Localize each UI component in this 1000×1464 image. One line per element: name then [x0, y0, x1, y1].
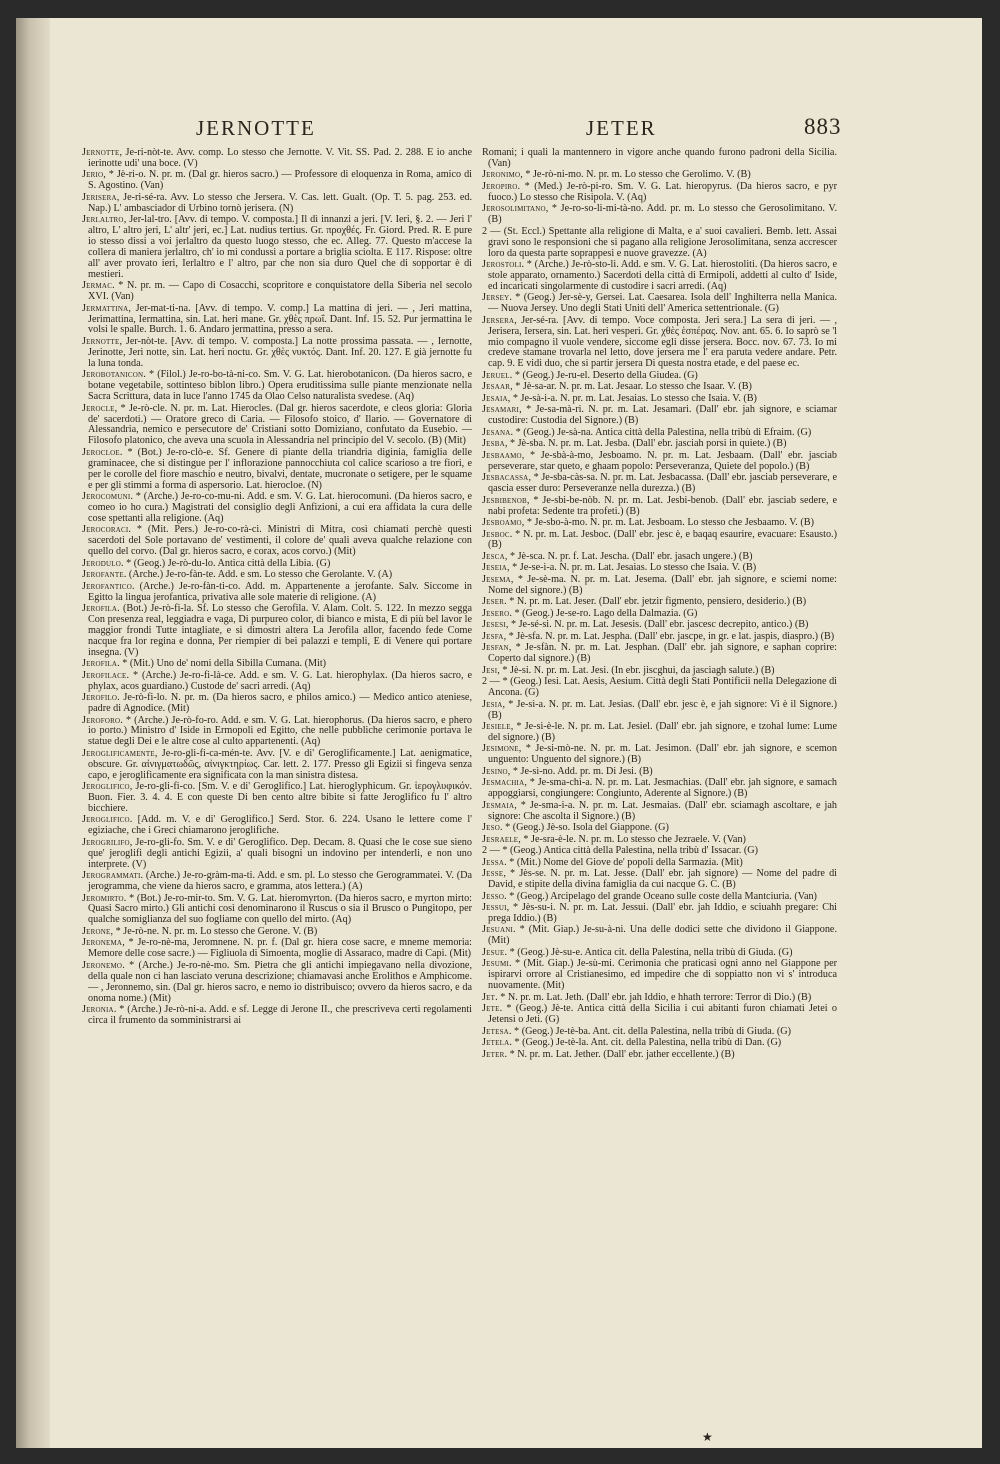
entry-headword: Jeso: [482, 822, 500, 834]
dictionary-entry: [82, 404, 472, 448]
entry-headword: Jerofante: [82, 569, 124, 581]
entry-headword: Jerodulo: [82, 557, 122, 569]
entry-text: . * (Mit. Giap.) Je-su-à-ni. Una delle dodici sette che dividono il Giappone. (Mit): [488, 924, 837, 947]
entry-text: . * (Mit.) Nome del Giove de' popoli della Sarmazia. (Mit): [504, 856, 743, 868]
entry-headword: Jeronema: [82, 937, 123, 949]
entry-text: . * (Geog.) Je-tè-la. Ant. cit. della Palestina, nella tribù di Dan. (G): [509, 1037, 782, 1049]
dictionary-entry: [82, 693, 472, 715]
entry-headword: Jerofilo: [82, 692, 118, 704]
left-column: [82, 148, 472, 1027]
dictionary-entry: [82, 927, 472, 938]
entry-headword: Jetela: [482, 1037, 510, 1049]
entry-headword: Jesbacassa: [482, 472, 529, 484]
entry-text: Romani; i quali la mantennero in vigore anche quando furono padroni della Sicilia. (Van): [482, 147, 837, 169]
entry-headword: Jesamari: [482, 404, 520, 416]
dictionary-entry: [482, 677, 837, 699]
entry-headword: Jernotte: [82, 147, 120, 158]
entry-headword: Jerofantico: [82, 580, 132, 592]
entry-headword: Jernotte: [82, 335, 120, 347]
entry-headword: Jesumi: [482, 958, 509, 970]
entry-headword: Jerogrammati: [82, 870, 141, 882]
entry-text: . * (Geog.) Je-sà-na. Antica città della Palestina, nella tribù di Efraim. (G): [510, 426, 812, 438]
entry-headword: Jessa: [482, 856, 505, 868]
entry-headword: Jerone: [82, 925, 111, 937]
dictionary-entry: [82, 815, 472, 837]
entry-headword: Jeropiro: [482, 180, 518, 192]
entry-headword: Jete: [482, 1003, 500, 1015]
dictionary-entry: [482, 260, 837, 293]
entry-text: , Je-ro-gli-fi-ca-mén-te. Avv. [V. e di' Geroglificamente.] Lat. aenigmatice, obscure. Gr. αἰνιγματωδῶς, αἰνιγκτηρίως. Car. lett. 2. 177. Presso gli Egizii si fingeva senza capo, e jeroglificamente era significata con la man sinistra distesa.: [88, 747, 472, 781]
dictionary-entry: [482, 925, 837, 947]
entry-headword: Jet: [482, 991, 496, 1003]
entry-text: . * (Filol.) Je-ro-bo-tà-ni-co. Sm. V. G. Lat. hierobotanicon. (Da hieros sacro, e botane vegetabile, sottinteso biblon libro.) Opera eruditissima sulle piante menzionate nella Sacra Scrittura, data in luce l'anno 1745 da Olao Celso naturalista svedese. (Aq): [88, 369, 472, 403]
dictionary-entry: [482, 1004, 837, 1026]
dictionary-entry: [482, 473, 837, 495]
entry-headword: Jesmachia: [482, 777, 525, 789]
dictionary-entry: [482, 530, 837, 552]
entry-text: . * (Geog.) Je-tè-ba. Ant. cit. della Palestina, nella tribù di Giuda. (G): [508, 1025, 792, 1037]
dictionary-entry: [82, 170, 472, 192]
entry-headword: Jessui: [482, 902, 507, 914]
entry-headword: Jersera: [482, 314, 515, 326]
entry-text: . * (Mit.) Uno de' nomi della Sibilla Cumana. (Mit): [117, 658, 327, 670]
entry-text: . * N. pr. m. Lat. Jeser. (Dall' ebr. jetzir figmento, pensiero, desiderio.) (B): [504, 596, 807, 608]
entry-text: . * (Geog.) Je-rò-du-lo. Antica città della Libia. (G): [121, 557, 331, 569]
entry-text: . Je-rò-fi-lo. N. pr. m. (Da hieros sacro, e philos amico.) — Medico antico ateniese, padre di Agnodice. (Mit): [88, 692, 472, 714]
entry-headword: Jesimone: [482, 743, 519, 755]
dictionary-entry: [482, 227, 837, 260]
entry-text: 2 — * (Geog.) Antica città della Palestina, nella tribù d' Issacar. (G): [482, 845, 758, 857]
entry-headword: Jeroglifico: [82, 814, 130, 826]
entry-headword: Jeroforo: [82, 714, 121, 726]
entry-headword: Jesi: [482, 664, 498, 676]
entry-text: , * Je-ro-nè-ma, Jeromnene. N. pr. f. (Dal gr. hiera cose sacre, e mneme memoria: Memore delle cose sacre.) — Figliuola di Simoenta, moglie di Assaraco, madre di Capi. (Mit): [88, 937, 472, 960]
dictionary-entry: [482, 892, 837, 903]
dictionary-entry: [482, 1027, 837, 1038]
dictionary-entry: [482, 428, 837, 439]
dictionary-entry: [482, 869, 837, 891]
entry-text: . * (Arche.) Je-ro-co-mu-ni. Add. e sm. V. G. Lat. hierocomuni. (Da hieros sacro, e comeo io ho cura.) Magistrati del consiglio degli Anfizioni, a cui era affidata la cura delle cose spettanti alla religione. (Aq): [88, 491, 472, 524]
dictionary-entry: [482, 293, 837, 315]
dictionary-entry: [82, 281, 472, 303]
entry-text: . * (Geog.) Jer-sè-y, Gersei. Lat. Caesarea. Isola dell' Inghilterra nella Manica. — Nuova Jersey. Uno degli Stati Uniti dell' America settentrionale. (G): [488, 292, 837, 315]
entry-text: , Je-ro-gli-fi-co. [Sm. V. e di' Geroglifico.] Lat. hieroglyphicum. Gr. ἱερογλυφικόν. Buon. Fier. 3. 4. 4. E con queste Di ben cento altre bibite si fatte Jeroglifico fu l' altro bicchiere.: [88, 781, 472, 814]
dictionary-entry: [82, 782, 472, 815]
entry-text: , * Je-se-i-a. N. pr. m. Lat. Jesaias. Lo stesso che Isaia. V. (B): [507, 562, 757, 574]
entry-text: . * (Geog.) Jè-su-e. Antica cit. della Palestina, nella tribù di Giuda. (G): [504, 946, 793, 958]
dictionary-entry: [82, 604, 472, 659]
entry-text: . * N. pr. m. Lat. Jeth. (Dall' ebr. jah Iddio, e hhath terrore: Terror di Dio.) (B): [495, 991, 812, 1003]
dictionary-entry: [82, 1005, 472, 1027]
entry-headword: Jesana: [482, 426, 511, 438]
dictionary-entry: [482, 451, 837, 473]
entry-text: , * Je-sba-càs-sa. N. pr. m. Lat. Jesbacassa. (Dall' ebr. jasciab perseverare, e qascia esser duro: Perseveranze nella durezza.) (B): [488, 472, 837, 495]
entry-text: , * Je-sma-i-a. N. pr. m. Lat. Jesmaias. (Dall' ebr. sciamagh ascoltare, e jah signore: Che ascolta il Signore.) (B): [488, 799, 837, 822]
dictionary-entry: [482, 170, 837, 181]
entry-headword: Jesfan: [482, 642, 509, 654]
header-right-word: JETER: [586, 116, 657, 140]
dictionary-entry: [482, 620, 837, 631]
dictionary-entry: [482, 496, 837, 518]
dictionary-entry: [482, 700, 837, 722]
entry-text: . (Arche.) Je-ro-fàn-ti-co. Add. m. Appartenente a jerofante. Salv. Siccome in Egitto la lingua jerofantica, privativa alle sole materie di religione. (A): [88, 580, 472, 603]
entry-headword: Jeronia: [82, 1004, 114, 1015]
entry-text: 2 — * (Geog.) Iesi. Lat. Aesis, Aesium. Città degli Stati Pontificii nella Delegazione di Ancona. (G): [482, 676, 837, 699]
dictionary-entry: [482, 801, 837, 823]
entry-headword: Jeronemo: [82, 959, 123, 971]
dictionary-entry: [482, 1038, 837, 1049]
page-gutter: [16, 18, 50, 1448]
entry-text: , * Je-sé-si. N. pr. m. Lat. Jesesis. (Dall' ebr. jascesc decrepito, antico.) (B): [505, 619, 809, 631]
dictionary-entry: [82, 659, 472, 670]
dictionary-entry: [82, 938, 472, 960]
entry-text: , Jer-lal-tro. [Avv. di tempo. V. composta.] Il dì innanzi a jeri. [V. Ieri, §. 2. — Jeri l' altro, L' altro jeri, L' altr' jeri, ec.] Lat. nudius tertius. Gr. προχθές. Fr. Giord. Pred. R. E pure io stesso dissi a voi jerlaltro da questo luogo stesso, che ec. Alleg. 77. Questo m'accese la collera di maniera jerlaltro, ch' io mi condussi a portare a briglia sciolta. E 117. Rispose: oltre all' aver provato ieri, Ierlaltro e l' altro, par che non sia duro Quel che di sopportar è di mestieri.: [88, 214, 472, 280]
entry-headword: Jerofilace: [82, 669, 127, 681]
entry-headword: Jetesa: [482, 1025, 509, 1037]
entry-text: , * Je-rò-ne. N. pr. m. Lo stesso che Gerone. V. (B): [110, 925, 318, 937]
dictionary-entry: [482, 518, 837, 529]
entry-text: , Je-ro-gli-fo. Sm. V. e di' Geroglifico. Dep. Decam. 8. Quasi che le cose sue sieno que' jeroglifi degli antichi Egizii, a' quali bisogni un indovino per intenderli, e non uno interprete. (V): [88, 836, 472, 870]
entry-headword: Jesse: [482, 868, 504, 880]
entry-text: . * (Geog.) Arcipelago del grande Oceano sulle coste della Mantciuria. (Van): [504, 890, 817, 902]
entry-text: , * Je-sfàn. N. pr. m. Lat. Jesphan. (Dall' ebr. jah signore, e saphan coprire: Coperto dal signore.) (B): [488, 642, 837, 665]
header-left-word: JERNOTTE: [196, 116, 316, 140]
entry-headword: Jesbaamo: [482, 449, 522, 461]
entry-headword: Jerocomuni: [82, 491, 131, 503]
right-column: [482, 148, 837, 1061]
entry-text: . * N. pr. m. Lat. Jesboc. (Dall' ebr. jesc è, e baqaq esaurire, evacuare: Esausto.) (B): [488, 528, 837, 551]
entry-text: . (Arche.) Je-ro-gràm-ma-ti. Add. e sm. pl. Lo stesso che Gerogrammatei. V. (Da jerogramma, che viene da hieros sacro, e gramma, atos lettera.) (A): [88, 870, 472, 893]
entry-headword: Jerocloe: [82, 446, 120, 458]
entry-headword: Jeroglificamente: [82, 747, 155, 759]
entry-text: , * Je-sè-ma. N. pr. m. Lat. Jesema. (Dall' ebr. jah signore, e sciemi nome: Nome del signore.) (B): [488, 573, 837, 596]
entry-text: , * Jè-si. N. pr. m. Lat. Jesi. (In ebr. jiscghui, da jasciagh salute.) (B): [497, 664, 775, 676]
dictionary-entry: [82, 215, 472, 280]
dictionary-entry: [82, 838, 472, 871]
dictionary-entry: [482, 382, 837, 393]
entry-text: , * Je-sbà-à-mo, Jesboamo. N. pr. m. Lat. Jesbaam. (Dall' ebr. jasciab perseverare, star queto, e ghaam popolo: Perseveranza, Quiete del popolo.) (B): [488, 449, 837, 472]
entry-headword: Jesba: [482, 438, 505, 450]
entry-text: , Jer-nòt-te. [Avv. di tempo. V. composta.] La notte prossima passata. — , Iernotte, Jerinotte, Jeri notte, sin. Lat. heri noctu. Gr. χθὲς νυκτός. Dant. Inf. 20. 127. E già jernotte fu la luna tonda.: [88, 335, 472, 369]
entry-headword: Jeseia: [482, 562, 507, 574]
entry-text: . * (Geog.) Jè-te. Antica città della Sicilia i cui abitanti furon chiamati Jetei o Jetensi o Jeti. (G): [488, 1003, 837, 1026]
entry-headword: Jeroglifico: [82, 781, 130, 793]
dictionary-entry: [482, 1050, 837, 1061]
dictionary-entry: [482, 316, 837, 371]
entry-text: . [Add. m. V. e di' Geroglifico.] Serd. Stor. 6. 224. Usano le lettere come l' egiziache, che i Greci chiamarono jeroglifiche.: [88, 814, 472, 837]
entry-text: , * Je-sà-i-a. N. pr. m. Lat. Jesaias. Lo stesso che Isaia. V. (B): [507, 392, 757, 404]
dictionary-entry: [482, 722, 837, 744]
dictionary-entry: [82, 148, 472, 170]
dictionary-entry: [82, 559, 472, 570]
dictionary-entry: [82, 961, 472, 1005]
entry-headword: Jerofila: [82, 603, 118, 615]
dictionary-entry: [82, 370, 472, 403]
entry-text: . * (Arche.) Je-rò-ni-a. Add. e sf. Legge di Jerone II., che prescriveva certi regolamenti circa il frumento da somministrarsi ai: [88, 1004, 472, 1026]
entry-text: , * Jè-sfa. N. pr. m. Lat. Jespha. (Dall' ebr. jascpe, in gr. e lat. jaspis, diaspro.) (B): [503, 630, 835, 642]
entry-headword: Jesfa: [482, 630, 504, 642]
dictionary-entry: [482, 182, 837, 204]
entry-text: , * Je-sa-mà-ri. N. pr. m. Lat. Jesamari. (Dall' ebr. jah signore, e sciamar custodire: Custodia del Signore.) (B): [488, 404, 837, 427]
entry-headword: Jesboc: [482, 528, 510, 540]
entry-text: , Jer-sé-ra. [Avv. di tempo. Voce composta. Jeri sera.] La sera di jeri. — , Jerisera, Iersera, sin. Lat. heri vesperi. Gr. χθὲς ἑσπέρας. Nov. ant. 65. 6. Io saprò se 'l mio compagno il vuole vendere, siccome egli disse jersera. Bocc. nov. 67. 73. Io mi credeve stamane trovarla nel letto, dove jersera me l' era paruta vedere andare. Petr. cap. 9. E vidi duo, che si partir jersera Di questa nostra etade, e del paese ec.: [488, 314, 837, 370]
entry-text: . * (Med.) Je-rò-pi-ro. Sm. V. G. Lat. hieropyrus. (Da hieros sacro, e pyr fuoco.) Lo stesso che Risipola. V. (Aq): [488, 180, 837, 203]
entry-headword: Jerocle: [82, 402, 115, 414]
entry-headword: Jesaia: [482, 392, 508, 404]
entry-text: , Je-ri-sé-ra. Avv. Lo stesso che Jersera. V. Cas. lett. Gualt. (Op. T. 5. pag. 253. ed. Nap.) L' ambasciador di Urbino tornò jerisera. (N): [88, 191, 472, 214]
dictionary-entry: [482, 439, 837, 450]
dictionary-entry: [482, 394, 837, 405]
entry-text: , * Je-rò-ni-mo. N. pr. m. Lo stesso che Gerolimo. V. (B): [520, 169, 751, 181]
entry-text: , * Je-si-è-le. N. pr. m. Lat. Jesiel. (Dall' ebr. jah signore, e tzohal lume: Lume del signore.) (B): [488, 721, 837, 743]
entry-text: , * Je-rò-cle. N. pr. m. Lat. Hierocles. (Dal gr. hieros sacerdote, e cleos gloria: Gloria de' sacerdoti.) — Oratore greco di Caria. — Filosofo stoico, d' Ilario. — Governatore di Alessandria, nemico e persecutore de' Cristiani sotto Domiziano, confutato da Eusebio. — Filosofo platonico, che aveva una scuola in Alessandria nel principio del V. secolo. (B) (Mit): [88, 402, 472, 447]
dictionary-entry: [482, 609, 837, 620]
entry-headword: Jesino: [482, 765, 508, 777]
entry-headword: Jerosolimitano: [482, 203, 546, 215]
entry-text: , * Jè-sa-ar. N. pr. m. Lat. Jesaar. Lo stesso che Isaar. V. (B): [510, 381, 752, 393]
dictionary-entry: [82, 871, 472, 893]
entry-text: , * Je-sbi-be-nòb. N. pr. m. Lat. Jesbi-benob. (Dall' ebr. jasciab sedere, e nabi profeta: Sedente tra profeti.) (B): [488, 494, 837, 517]
entry-headword: Jeronimo: [482, 169, 521, 181]
dictionary-entry: [82, 337, 472, 370]
entry-headword: Jerobotanicon: [82, 369, 144, 381]
dictionary-page: [16, 18, 982, 1448]
dictionary-entry: [482, 993, 837, 1004]
entry-headword: Jerisera: [82, 191, 117, 203]
dictionary-entry: [82, 492, 472, 525]
entry-text: . * (Arche.) Je-rò-fo-ro. Add. e sm. V. G. Lat. hierophorus. (Da hieros sacro, e phero io porto.) Ministro d' Iside in Ermopoli ed Egitto, che nelle pubbliche cerimonie portava le statue degli Dei e le altre cose al culto appartenenti. (Aq): [88, 714, 472, 748]
dictionary-entry: [82, 894, 472, 927]
dictionary-entry: [482, 148, 837, 170]
entry-text: . * (Geog.) Je-ru-el. Deserto della Giudea. (G): [509, 369, 698, 381]
entry-headword: Jerostoli: [482, 259, 522, 271]
dictionary-entry: [482, 846, 837, 857]
entry-headword: Jeromirto: [82, 892, 124, 904]
entry-text: , * Je-ro-so-li-mi-tà-no. Add. pr. m. Lo stesso che Gerosolimitano. V. (B): [488, 203, 837, 226]
entry-text: , * Je-sbo-à-mo. N. pr. m. Lat. Jesboam. Lo stesso che Jesbaamo. V. (B): [521, 517, 814, 528]
entry-headword: Jesboamo: [482, 517, 522, 528]
entry-headword: Jesiele: [482, 721, 511, 733]
page-number: 883: [804, 114, 842, 139]
running-header: [196, 116, 812, 146]
dictionary-entry: [82, 749, 472, 782]
dictionary-entry: [482, 823, 837, 834]
entry-text: , * Jès-su-i. N. pr. m. Lat. Jessui. (Dall' ebr. jah Iddio, e sciuahh pregare: Chi prega Iddio.) (B): [488, 902, 837, 924]
entry-text: . (Arche.) Je-ro-fàn-te. Add. e sm. Lo stesso che Gerolante. V. (A): [123, 569, 393, 581]
entry-headword: Jesso: [482, 890, 505, 902]
entry-headword: Jesue: [482, 946, 505, 958]
entry-text: . * N. pr. m. — Capo di Cosacchi, scopritore e conquistatore della Siberia nel secolo XVI. (Van): [88, 280, 472, 303]
entry-headword: Jerofila: [82, 658, 118, 670]
dictionary-entry: [482, 597, 837, 608]
dictionary-entry: [82, 525, 472, 558]
entry-text: , Je-ri-nòt-te. Avv. comp. Lo stesso che Jernotte. V. Vit. SS. Pad. 2. 288. E io anche ierinotte udi' una boce. (V): [88, 147, 472, 169]
entry-headword: Jesuani: [482, 924, 514, 936]
entry-text: , * Je-si-mò-ne. N. pr. m. Lat. Jesimon. (Dall' ebr. jah signore, e scemon unguento: Unguento del signore.) (B): [488, 743, 837, 766]
entry-text: , * Je-sra-è-le. N. pr. m. Lo stesso che Jezraele. V. (Van): [518, 833, 746, 845]
entry-headword: Jesaar: [482, 381, 511, 393]
entry-headword: Jesema: [482, 573, 511, 585]
dictionary-entry: [482, 575, 837, 597]
dictionary-entry: [82, 193, 472, 215]
entry-headword: Jersey: [482, 292, 510, 304]
dictionary-entry: [482, 744, 837, 766]
entry-headword: Jesca: [482, 550, 505, 562]
dictionary-entry: [482, 767, 837, 778]
dictionary-entry: [482, 405, 837, 427]
entry-text: . * (Arche.) Je-ro-fi-là-ce. Add. e sm. V. G. Lat. hierophylax. (Da hieros sacro, e phylax, acos guardiano.) Custode de' sacri arredi. (Aq): [88, 669, 472, 692]
entry-headword: Jesraele: [482, 833, 519, 845]
entry-text: , * Jès-se. N. pr. m. Lat. Jesse. (Dall' ebr. jah signore) — Nome del padre di David, e stipite della divina famiglia da cui nacque G. C. (B): [488, 868, 837, 891]
entry-headword: Jerocoraci: [82, 524, 129, 536]
entry-headword: Jermac: [82, 280, 113, 292]
dictionary-entry: [482, 552, 837, 563]
dictionary-entry: [482, 903, 837, 925]
entry-text: . * (Geog.) Jè-so. Isola del Giappone. (G): [500, 822, 669, 834]
entry-headword: Jesero: [482, 607, 510, 619]
entry-headword: Jeser: [482, 596, 505, 608]
dictionary-entry: [482, 371, 837, 382]
entry-text: . * (Bot.) Je-ro-clò-e. Sf. Genere di piante della triandria diginia, famiglia delle graminacee, che si distingue per l' inflorazione pannocchiuta col calice scarioso a tre fiori, e per le corolle del fiore maschio e neutro, bivalvi, dentate, mucronate o setigere, per le squame e per gli stimmi a forma di aspersorio. Lat. hierocloe. (N): [88, 446, 472, 491]
dictionary-entry: [482, 563, 837, 574]
entry-text: . * (Arche.) Je-rò-sto-li. Add. e sm. V. G. Lat. hierostoliti. (Da hieros sacro, e stole apparato, ornamento.) Sacerdoti della città di Ermipoli, addetti al culto d' Iside, ed incaricati singolarmente di custodire i sacri arredi. (Aq): [488, 259, 837, 292]
entry-text: . * N. pr. m. Lat. Jether. (Dall' ebr. jather eccellente.) (B): [504, 1048, 735, 1060]
entry-text: . * (Bot.) Je-ro-mir-to. Sm. V. G. Lat. hieromyrton. (Da hieros sacro, e myrton mirto: Quasi Sacro mirto.) Gli antichi così denominarono il Ruscus o sia il Brusco o Pungitopo, per qualche somiglianza del suo fogliame con quello del mirto. (Aq): [88, 892, 472, 926]
entry-text: , * Jè-sba. N. pr. m. Lat. Jesba. (Dall' ebr. jasciah porsi in quiete.) (B): [504, 438, 787, 450]
dictionary-entry: [482, 835, 837, 846]
entry-headword: Jesesi: [482, 619, 506, 631]
dictionary-entry: [82, 304, 472, 337]
entry-headword: Jesia: [482, 698, 503, 710]
entry-headword: Jermattina: [82, 302, 129, 314]
entry-headword: Jerlaltro: [82, 214, 124, 226]
dictionary-entry: [482, 643, 837, 665]
dictionary-entry: [82, 448, 472, 492]
entry-headword: Jesbibenob: [482, 494, 527, 506]
entry-headword: Jeter: [482, 1048, 505, 1060]
entry-text: . * (Mit. Giap.) Je-sù-mi. Cerimonia che praticasi ogni anno nel Giappone per ispirarvi orrore al Cristianesimo, ed impedire che di soppiatto non vi s' introduca nuovamente. (Mit): [488, 958, 837, 992]
dictionary-entry: [82, 716, 472, 749]
entry-text: . (Bot.) Je-rò-fi-la. Sf. Lo stesso che Gerofila. V. Alam. Colt. 5. 122. In mezzo segga Con presenza real, leggiadra e vaga, Di purpureo color, di bianco e mista, E di più bel lavor le maggior frondi Tutte intagliate, e si dimostri altera La Jerofila allor, facendo fede Come nacque fra lor regina e donna, Per riempier di bei palazzi e templi, E di Venere qui portare insegna. (V): [88, 603, 472, 658]
entry-text: , Jer-mat-ti-na. [Avv. di tempo. V. comp.] La mattina di jeri. — , Jeri mattina, Jerimattina, Iermattina, sin. Lat. heri mane. Gr. χθὲς πρωΐ. Dant. Inf. 15. 52. Pur jermattina le volsi le spalle. Burch. 1. 6. Andaro jermattina, presso a sera.: [88, 302, 472, 336]
footer-star-mark: ★: [702, 1430, 713, 1444]
entry-headword: Jesmaia: [482, 799, 515, 811]
dictionary-entry: [482, 948, 837, 959]
dictionary-entry: [482, 666, 837, 677]
entry-text: . * (Geog.) Je-se-ro. Lago della Dalmazia. (G): [509, 607, 698, 619]
entry-text: 2 — (St. Eccl.) Spettante alla religione di Malta, e a' suoi cavalieri. Bemb. lett. Assai gravi sono le responsioni che si pagano alla religione Jerosolimitana, senza accrescer loro da questa parte soprappesi e nuove gravezze. (A): [482, 225, 837, 259]
dictionary-entry: [482, 858, 837, 869]
entry-headword: Jeruel: [482, 369, 510, 381]
dictionary-entry: [482, 959, 837, 992]
entry-text: , * Je-sì-no. Add. pr. m. Di Jesi. (B): [507, 765, 653, 777]
entry-text: , * Jè-ri-o. N. pr. m. (Dal gr. hieros sacro.) — Professore di eloquenza in Roma, amico di S. Agostino. (Van): [88, 169, 472, 192]
entry-headword: Jerio: [82, 169, 104, 181]
dictionary-entry: [482, 204, 837, 226]
entry-headword: Jerogrilifo: [82, 836, 130, 848]
entry-text: . * (Mit. Pers.) Je-ro-co-rà-ci. Ministri di Mitra, così chiamati perchè questi sacerdoti del Sole portavano de' vestimenti, il colore de' quali aveva qualche relazione con quello del corvo. (Dal gr. hieros sacro, e corax, acos corvo.) (Mit): [88, 524, 472, 558]
entry-text: , * Je-sì-a. N. pr. m. Lat. Jesias. (Dall' ebr. jesc è, e jah signore: Vi è il Signore.) (B): [488, 698, 837, 721]
dictionary-entry: [482, 632, 837, 643]
dictionary-entry: [82, 570, 472, 581]
entry-text: , * Jè-sca. N. pr. f. Lat. Jescha. (Dall' ebr. jasach ungere.) (B): [504, 550, 753, 562]
entry-text: , * Je-sma-chì-a. N. pr. m. Lat. Jesmachias. (Dall' ebr. jah signore, e samach appoggiarsi, congiungere: Congiunto, Aderente al Signore.) (B): [488, 777, 837, 800]
dictionary-entry: [82, 671, 472, 693]
dictionary-entry: [482, 778, 837, 800]
dictionary-entry: [82, 582, 472, 604]
entry-text: . * (Arche.) Je-ro-nè-mo. Sm. Pietra che gli antichi impiegavano nella divozione, della quale non ci han lasciato veruna descrizione; chiamavasi anche Erolithos e Amphicome. — , Jeronnemo, sin. (Dal gr. hieros sacro, e nemo io distribuisco; ovvero da hieros sacro, e da onoma nome.) (Mit): [88, 959, 472, 1004]
